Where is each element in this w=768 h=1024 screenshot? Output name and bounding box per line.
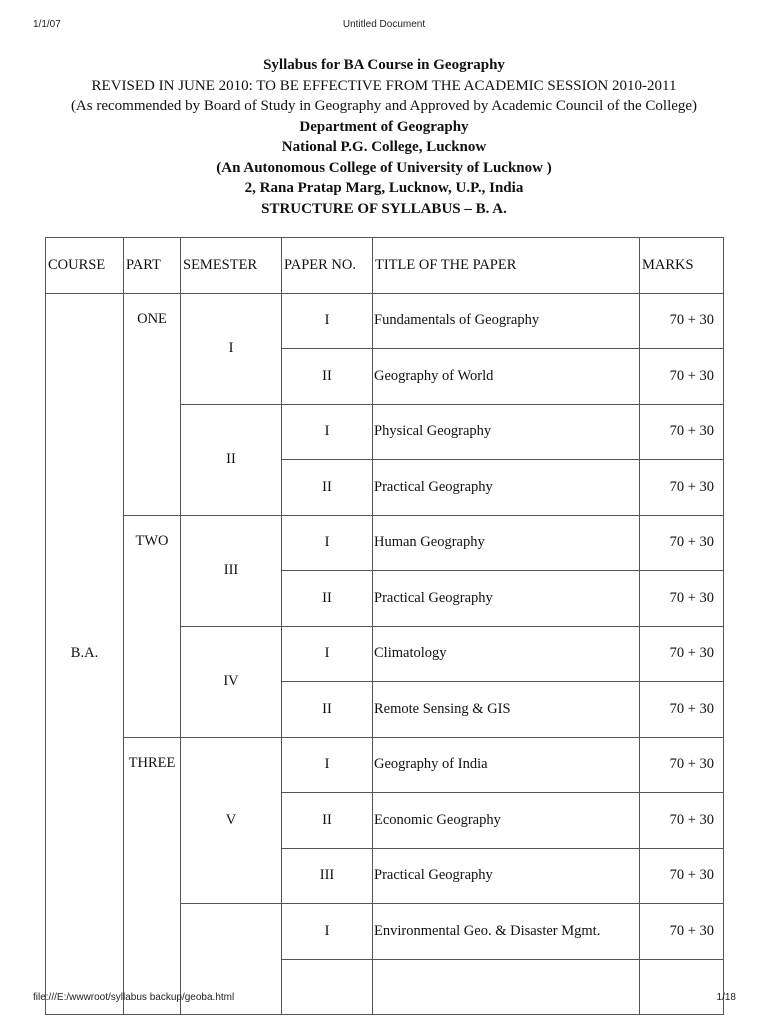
course-cell: B.A. xyxy=(46,293,124,1015)
marks-cell: 70 + 30 xyxy=(640,571,724,627)
table-header-row xyxy=(46,238,724,294)
paper-title-cell: Practical Geography xyxy=(373,460,640,516)
paper-no-cell xyxy=(282,959,373,1015)
header-course: COURSE xyxy=(46,238,124,294)
approval-note: (As recommended by Board of Study in Geography and Approved by Academic Council of the College) xyxy=(70,98,698,114)
paper-no-cell: I xyxy=(282,737,373,793)
revision-note: REVISED IN JUNE 2010: TO BE EFFECTIVE FROM THE ACADEMIC SESSION 2010-2011 xyxy=(91,77,677,94)
marks-cell: 70 + 30 xyxy=(640,404,724,460)
semester-cell: I xyxy=(181,293,282,404)
college-name: National P.G. College, Lucknow xyxy=(281,139,487,155)
department-name: Department of Geography xyxy=(299,118,469,135)
marks-cell: 70 + 30 xyxy=(640,793,724,849)
structure-title: STRUCTURE OF SYLLABUS – B. A. xyxy=(261,200,507,217)
college-address: 2, Rana Pratap Marg, Lucknow, U.P., India xyxy=(244,180,524,196)
marks-cell xyxy=(640,959,724,1015)
marks-cell: 70 + 30 xyxy=(640,682,724,738)
paper-no-cell: II xyxy=(282,571,373,627)
header-part: PART xyxy=(124,238,181,294)
marks-cell: 70 + 30 xyxy=(640,293,724,349)
paper-no-cell: I xyxy=(282,293,373,349)
marks-cell: 70 + 30 xyxy=(640,626,724,682)
paper-title-cell: Fundamentals of Geography xyxy=(373,293,640,349)
paper-title-cell: Geography of World xyxy=(373,349,640,405)
semester-cell: III xyxy=(181,515,282,626)
header-semester: SEMESTER xyxy=(181,238,282,294)
paper-title-cell: Economic Geography xyxy=(373,793,640,849)
paper-no-cell: I xyxy=(282,515,373,571)
marks-cell: 70 + 30 xyxy=(640,904,724,960)
semester-cell: IV xyxy=(181,626,282,737)
marks-cell: 70 + 30 xyxy=(640,737,724,793)
print-header xyxy=(0,19,768,33)
semester-cell: II xyxy=(181,404,282,515)
part-cell: ONE xyxy=(124,293,181,515)
paper-no-cell: II xyxy=(282,349,373,405)
paper-title-cell: Practical Geography xyxy=(373,848,640,904)
header-title: TITLE OF THE PAPER xyxy=(373,238,640,294)
header-marks: MARKS xyxy=(640,238,724,294)
print-date: 1/1/07 xyxy=(33,19,61,30)
paper-title-cell: Practical Geography xyxy=(373,571,640,627)
table-row xyxy=(46,515,724,571)
document-heading xyxy=(0,55,768,219)
paper-no-cell: I xyxy=(282,404,373,460)
marks-cell: 70 + 30 xyxy=(640,848,724,904)
table-row xyxy=(46,293,724,349)
paper-title-cell: Geography of India xyxy=(373,737,640,793)
paper-title-cell xyxy=(373,959,640,1015)
paper-no-cell: II xyxy=(282,460,373,516)
college-affiliation: (An Autonomous College of University of Lucknow ) xyxy=(216,159,552,176)
paper-title-cell: Environmental Geo. & Disaster Mgmt. xyxy=(373,904,640,960)
file-path: file:///E:/wwwroot/syllabus backup/geoba.html xyxy=(33,992,235,1003)
marks-cell: 70 + 30 xyxy=(640,460,724,516)
syllabus-title: Syllabus for BA Course in Geography xyxy=(263,57,505,73)
header-paper-no: PAPER NO. xyxy=(282,238,373,294)
paper-no-cell: II xyxy=(282,682,373,738)
table-row xyxy=(46,737,724,793)
paper-title-cell: Climatology xyxy=(373,626,640,682)
page-number: 1/18 xyxy=(716,992,736,1003)
paper-title-cell: Remote Sensing & GIS xyxy=(373,682,640,738)
part-cell: THREE xyxy=(124,737,181,1015)
semester-cell: V xyxy=(181,737,282,904)
paper-title-cell: Human Geography xyxy=(373,515,640,571)
print-footer xyxy=(0,992,768,1006)
paper-title-cell: Physical Geography xyxy=(373,404,640,460)
marks-cell: 70 + 30 xyxy=(640,349,724,405)
paper-no-cell: III xyxy=(282,848,373,904)
paper-no-cell: II xyxy=(282,793,373,849)
syllabus-table xyxy=(45,237,724,1015)
paper-no-cell: I xyxy=(282,904,373,960)
print-title: Untitled Document xyxy=(342,19,426,30)
paper-no-cell: I xyxy=(282,626,373,682)
part-cell: TWO xyxy=(124,515,181,737)
marks-cell: 70 + 30 xyxy=(640,515,724,571)
